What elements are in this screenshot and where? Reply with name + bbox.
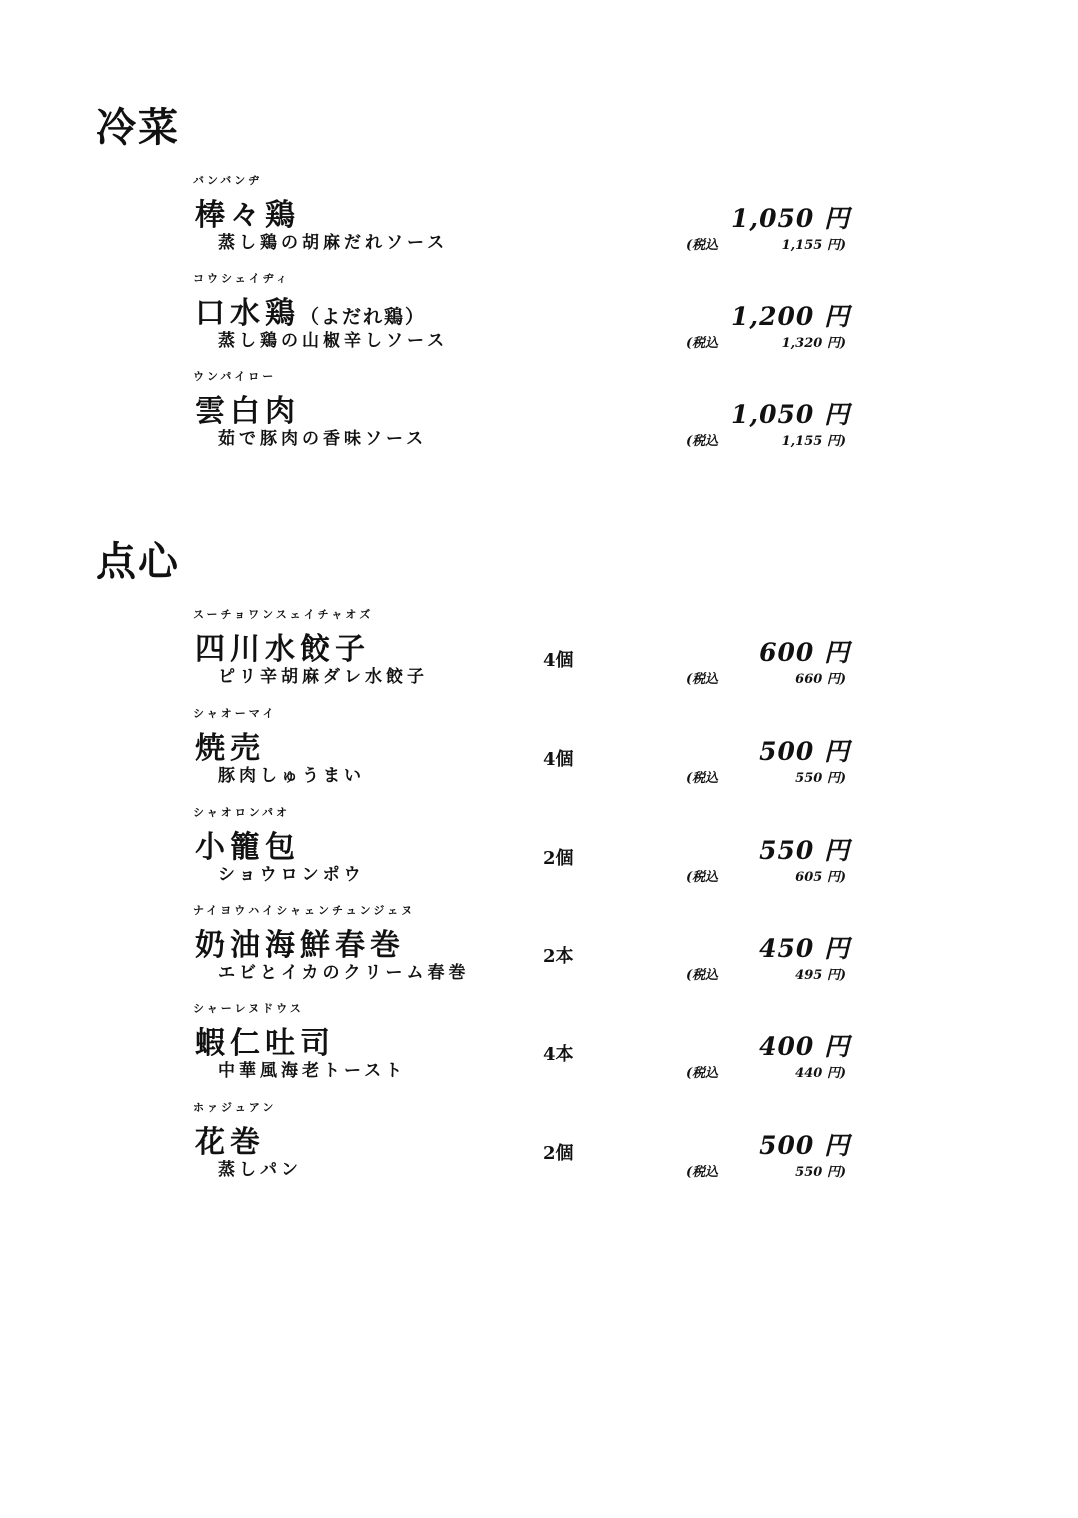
menu-item [0,172,1078,272]
menu-item [0,270,1078,370]
item-price: 600 円 [759,638,850,667]
menu-item [0,606,1078,706]
menu-item [0,1099,1078,1199]
section-title-dim-sum: 点心 [96,538,180,585]
item-name: 雲白肉 [195,394,300,429]
item-price: 1,050 円 [731,204,850,233]
item-price: 1,200 円 [731,302,850,331]
item-name: 焼売 [195,731,265,766]
tax-price: 440 円) [795,1066,846,1081]
tax-price: 495 円) [795,968,846,983]
item-name: 小籠包 [195,830,300,865]
tax-price: 1,155 円) [781,238,846,253]
item-note: （よだれ鶏） [300,306,427,328]
menu-item [0,902,1078,1002]
tax-price: 1,320 円) [781,336,846,351]
item-quantity: 2個 [543,1143,574,1164]
item-ruby: バンバンヂ [193,174,263,187]
menu-item [0,804,1078,904]
item-description: 豚肉しゅうまい [218,766,365,786]
item-ruby: ホァジュアン [193,1101,277,1114]
item-price: 500 円 [759,1131,850,1160]
tax-price: 550 円) [795,1165,846,1180]
item-price: 550 円 [759,836,850,865]
tax-label: (税込 [686,672,719,687]
tax-price: 1,155 円) [781,434,846,449]
item-ruby: スーチョワンスェイチャオズ [193,608,374,621]
item-quantity: 2個 [543,848,574,869]
item-description: 茹で豚肉の香味ソース [218,429,428,449]
item-quantity: 4個 [543,650,574,671]
menu-item [0,705,1078,805]
item-description: ピリ辛胡麻ダレ水餃子 [218,667,428,687]
item-name: 奶油海鮮春巻 [195,928,405,963]
item-name: 花巻 [195,1125,265,1160]
item-quantity: 4本 [543,1044,574,1065]
tax-label: (税込 [686,1066,719,1081]
item-name: 四川水餃子 [195,632,370,667]
item-ruby: コウシェイヂィ [193,272,290,285]
item-price: 1,050 円 [731,400,850,429]
tax-price: 550 円) [795,771,846,786]
item-quantity: 2本 [543,946,574,967]
item-name: 口水鶏（よだれ鶏） [195,296,427,331]
item-ruby: シャーレヌドウス [193,1002,304,1015]
item-name: 蝦仁吐司 [195,1026,335,1061]
tax-price: 605 円) [795,870,846,885]
item-price: 400 円 [759,1032,850,1061]
menu-item [0,368,1078,468]
tax-label: (税込 [686,771,719,786]
item-description: 蒸し鶏の山椒辛しソース [218,331,449,351]
item-description: エビとイカのクリーム春巻 [218,963,470,983]
item-name: 棒々鶏 [195,198,300,233]
item-price: 450 円 [759,934,850,963]
tax-label: (税込 [686,336,719,351]
tax-label: (税込 [686,434,719,449]
item-price: 500 円 [759,737,850,766]
item-ruby: ナイヨウハイシャェンチュンジェヌ [193,904,416,917]
tax-label: (税込 [686,238,719,253]
tax-label: (税込 [686,968,719,983]
menu-item [0,1000,1078,1100]
tax-label: (税込 [686,1165,719,1180]
item-ruby: シャオーマイ [193,707,277,720]
item-description: 中華風海老トースト [218,1061,407,1081]
section-title-cold-dishes: 冷菜 [96,104,180,151]
item-quantity: 4個 [543,749,574,770]
tax-label: (税込 [686,870,719,885]
item-description: ショウロンポウ [218,865,365,885]
item-description: 蒸しパン [218,1160,302,1180]
item-description: 蒸し鶏の胡麻だれソース [218,233,449,253]
item-ruby: ウンパイロー [193,370,277,383]
tax-price: 660 円) [795,672,846,687]
item-ruby: シャオロンパオ [193,806,291,819]
